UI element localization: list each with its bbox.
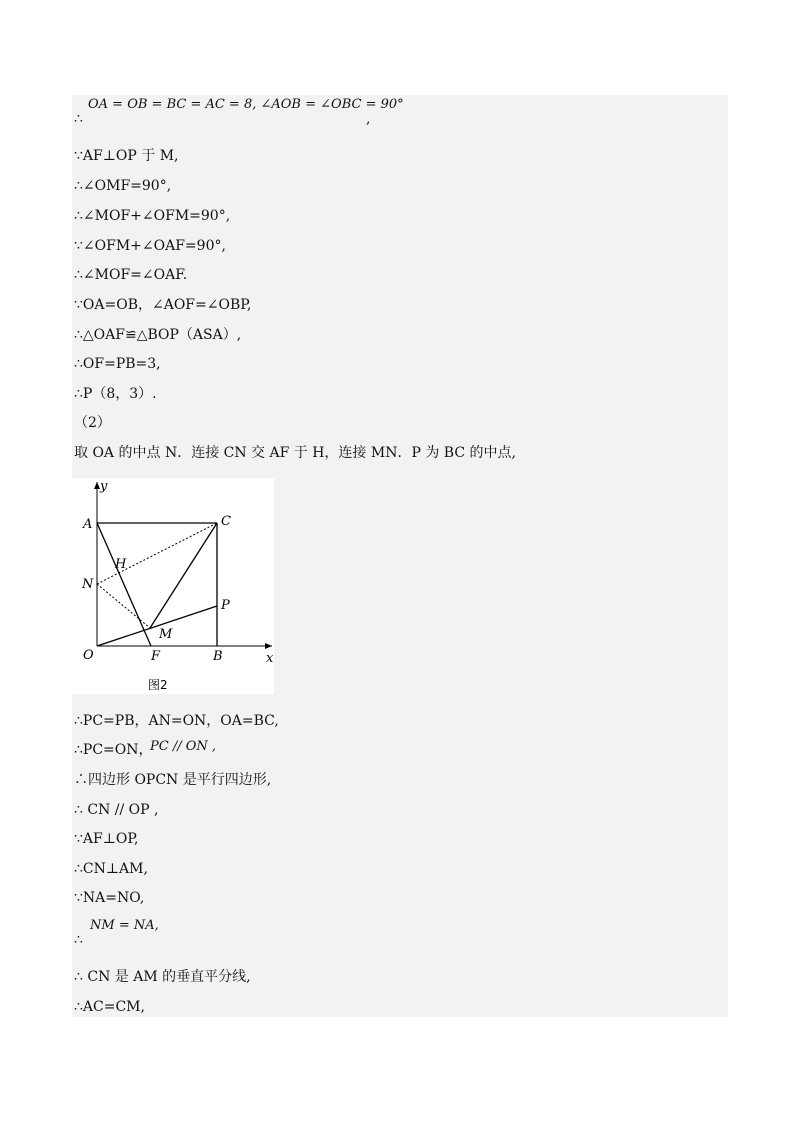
text-line-10: ∴P（8，3）. (74, 386, 157, 402)
part-2-label: （2） (74, 415, 111, 431)
text-line-17: ∴CN⊥AM, (74, 861, 148, 877)
text-line-9: ∴OF=PB=3, (74, 356, 161, 372)
text-line-8: ∴△OAF≌△BOP（ASA）, (74, 327, 242, 343)
figure-svg (72, 478, 274, 694)
text-line-19: NM = NA, (90, 918, 159, 933)
text-line-6: ∴∠MOF=∠OAF. (74, 267, 188, 283)
text-line-4: ∴∠MOF+∠OFM=90°, (74, 208, 231, 224)
label-N: N (82, 577, 94, 592)
label-H: H (115, 557, 127, 572)
comma: , (366, 111, 371, 127)
label-y: y (100, 479, 108, 494)
label-C: C (221, 514, 231, 529)
text-line-11: 取 OA 的中点 N．连接 CN 交 AF 于 H，连接 MN．P 为 BC 的中点, (74, 445, 516, 461)
label-M: M (159, 627, 173, 642)
text-line-3: ∴∠OMF=90°, (74, 178, 172, 194)
text-line-13: ∴PC=ON， (74, 742, 153, 758)
label-O: O (83, 648, 94, 663)
text-line-14: ∴四边形 OPCN 是平行四边形, (74, 772, 272, 788)
text-line-7: ∵OA=OB，∠AOF=∠OBP, (74, 297, 252, 313)
label-F: F (151, 649, 161, 664)
text-line-16: ∵AF⊥OP, (74, 831, 139, 847)
label-B: B (213, 649, 223, 664)
text-line-15: ∴ CN // OP , (74, 802, 159, 818)
label-P: P (221, 598, 230, 613)
therefore-symbol: ∴ (74, 111, 83, 127)
label-x: x (266, 651, 274, 666)
text-line-12: ∴PC=PB，AN=ON，OA=BC, (74, 713, 279, 729)
text-line-13b: PC // ON , (150, 739, 217, 754)
text-line-20: ∴ CN 是 AM 的垂直平分线, (74, 969, 251, 985)
text-line-18: ∵NA=NO, (74, 890, 145, 906)
text-line-21: ∴AC=CM, (74, 999, 145, 1015)
therefore-symbol-2: ∴ (74, 932, 83, 948)
text-line-1: OA = OB = BC = AC = 8, ∠AOB = ∠OBC = 90° (88, 97, 404, 112)
label-A: A (83, 517, 93, 532)
text-line-2: ∵AF⊥OP 于 M, (74, 148, 179, 164)
geometry-figure (72, 478, 274, 694)
text-line-5: ∵∠OFM+∠OAF=90°, (74, 238, 226, 254)
figure-caption: 图2 (148, 678, 168, 692)
